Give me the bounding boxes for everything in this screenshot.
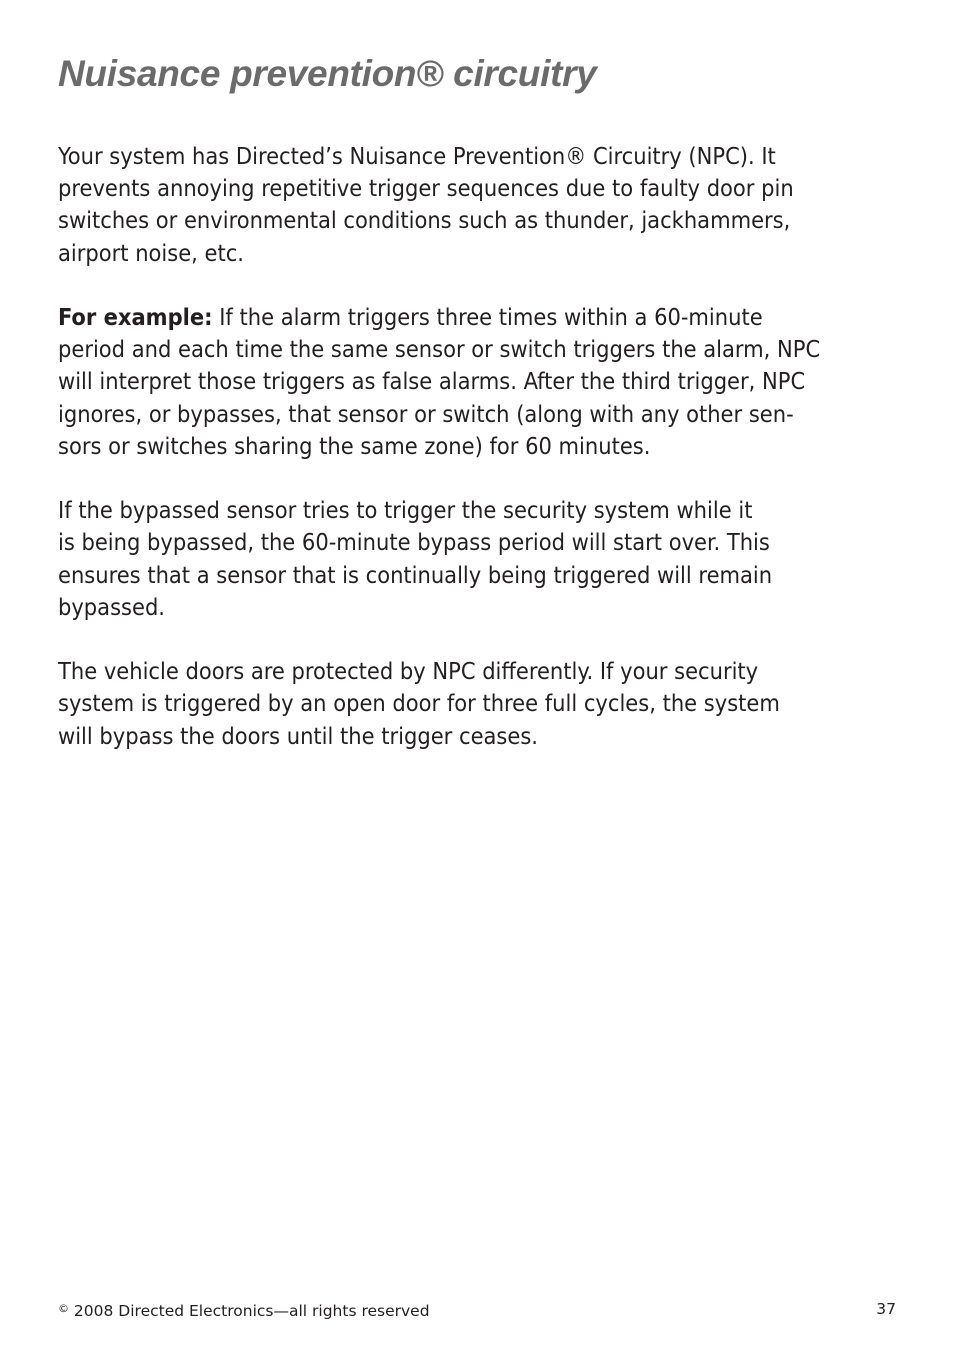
text-line: If the bypassed sensor tries to trigger the security system while it bbox=[58, 496, 753, 525]
text-line: bypassed. bbox=[58, 592, 165, 621]
paragraph-intro bbox=[58, 140, 908, 269]
text-line: prevents annoying repetitive trigger sequences due to faulty door pin bbox=[58, 174, 794, 203]
text-line: Your system has Directed’s Nuisance Prevention® Circuitry (NPC). It bbox=[58, 142, 776, 170]
page-number: 37 bbox=[876, 1300, 896, 1318]
footer-copyright bbox=[58, 1297, 430, 1323]
text-line: The vehicle doors are protected by NPC differently. If your security bbox=[58, 657, 759, 686]
text-line: ignores, or bypasses, that sensor or switch (along with any other sen- bbox=[58, 399, 794, 428]
text-line: airport noise, etc. bbox=[58, 238, 244, 267]
paragraph-doors bbox=[58, 655, 908, 752]
text-line: is being bypassed, the 60-minute bypass period will start over. This bbox=[58, 528, 770, 557]
example-first-line: If the alarm triggers three times within a 60-minute bbox=[212, 303, 763, 331]
page-title: Nuisance prevention® circuitry bbox=[58, 53, 597, 94]
copyright-symbol: © bbox=[58, 1302, 69, 1315]
example-lead: For example: bbox=[58, 303, 213, 331]
text-line bbox=[58, 301, 908, 333]
text-line: will interpret those triggers as false alarms. After the third trigger, NPC bbox=[58, 367, 806, 396]
text-line: will bypass the doors until the trigger ceases. bbox=[58, 721, 538, 750]
text-line: switches or environmental conditions such as thunder, jackhammers, bbox=[58, 206, 791, 235]
body-text bbox=[58, 140, 908, 784]
text-line: period and each time the same sensor or switch triggers the alarm, NPC bbox=[58, 335, 821, 364]
paragraph-bypass bbox=[58, 494, 908, 623]
copyright-text: 2008 Directed Electronics—all rights reserved bbox=[69, 1302, 430, 1320]
text-line: system is triggered by an open door for three full cycles, the system bbox=[58, 689, 780, 718]
text-line: ensures that a sensor that is continually being triggered will remain bbox=[58, 560, 773, 589]
text-line: sors or switches sharing the same zone) for 60 minutes. bbox=[58, 431, 651, 460]
paragraph-example bbox=[58, 301, 908, 462]
